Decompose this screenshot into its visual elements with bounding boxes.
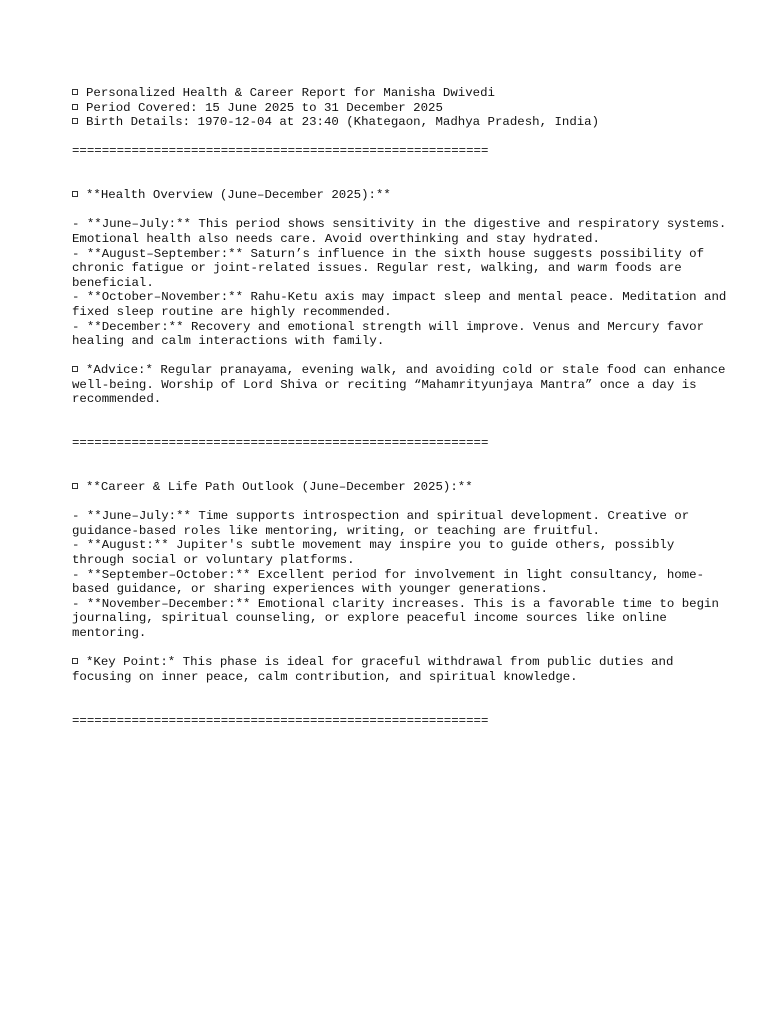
report-title-line [72, 86, 732, 101]
square-bullet-icon [72, 191, 78, 197]
period-covered: Period Covered: 15 June 2025 to 31 December 2025 [86, 100, 443, 115]
spacer [72, 349, 732, 364]
report-title: Personalized Health & Career Report for Manisha Dwivedi [86, 86, 495, 100]
career-item: - **November–December:** Emotional clarity increases. This is a favorable time to begin journaling, spiritual counseling, or explore peaceful income sources like online mentoring. [72, 596, 719, 640]
health-item: - **December:** Recovery and emotional strength will improve. Venus and Mercury favor healing and calm interactions with family. [72, 319, 705, 349]
square-bullet-icon [72, 366, 78, 372]
period-line [72, 101, 732, 116]
spacer [72, 130, 732, 145]
health-item: - **June–July:** This period shows sensitivity in the digestive and respiratory systems. Emotional health also needs care. Avoid overthinking and stay hydrated. [72, 217, 727, 246]
report-page [72, 86, 732, 728]
square-bullet-icon [72, 658, 78, 664]
health-heading-line [72, 188, 732, 203]
divider: ======================================================== [72, 713, 489, 728]
career-item: - **September–October:** Excellent period for involvement in light consultancy, home-based guidance, or sharing experiences with younger generations. [72, 567, 705, 597]
career-key-point [72, 655, 732, 684]
square-bullet-icon [72, 483, 78, 489]
spacer [72, 159, 732, 188]
health-heading: **Health Overview (June–December 2025):** [86, 188, 391, 203]
spacer [72, 407, 732, 436]
spacer [72, 495, 732, 510]
divider: ======================================================== [72, 436, 489, 451]
health-item: - **October–November:** Rahu-Ketu axis may impact sleep and mental peace. Meditation and fixed sleep routine are highly recommended. [72, 290, 727, 319]
spacer [72, 684, 732, 713]
health-advice [72, 363, 732, 407]
career-item: - **August:** Jupiter's subtle movement may inspire you to guide others, possibly through social or voluntary platforms. [72, 538, 675, 567]
square-bullet-icon [72, 89, 78, 95]
career-heading-line [72, 480, 732, 495]
square-bullet-icon [72, 118, 78, 124]
career-item: - **June–July:** Time supports introspection and spiritual development. Creative or guidance-based roles like mentoring, writing, or teaching are fruitful. [72, 509, 690, 538]
birth-details-line [72, 115, 732, 130]
career-heading: **Career & Life Path Outlook (June–December 2025):** [86, 480, 473, 495]
spacer [72, 451, 732, 480]
divider: ======================================================== [72, 144, 489, 159]
health-item: - **August–September:** Saturn’s influence in the sixth house suggests possibility of chronic fatigue or joint-related issues. Regular rest, walking, and warm foods are beneficial. [72, 246, 705, 290]
spacer [72, 203, 732, 218]
health-advice-text: *Advice:* Regular pranayama, evening walk, and avoiding cold or stale food can enhance well-being. Worship of Lord Shiva or reciting “Mahamrityunjaya Mantra” once a day is recommended. [72, 363, 726, 407]
birth-details: Birth Details: 1970-12-04 at 23:40 (Khategaon, Madhya Pradesh, India) [86, 115, 600, 130]
spacer [72, 641, 732, 656]
square-bullet-icon [72, 104, 78, 110]
career-key-point-text: *Key Point:* This phase is ideal for graceful withdrawal from public duties and focusing on inner peace, calm contribution, and spiritual knowledge. [72, 655, 674, 684]
